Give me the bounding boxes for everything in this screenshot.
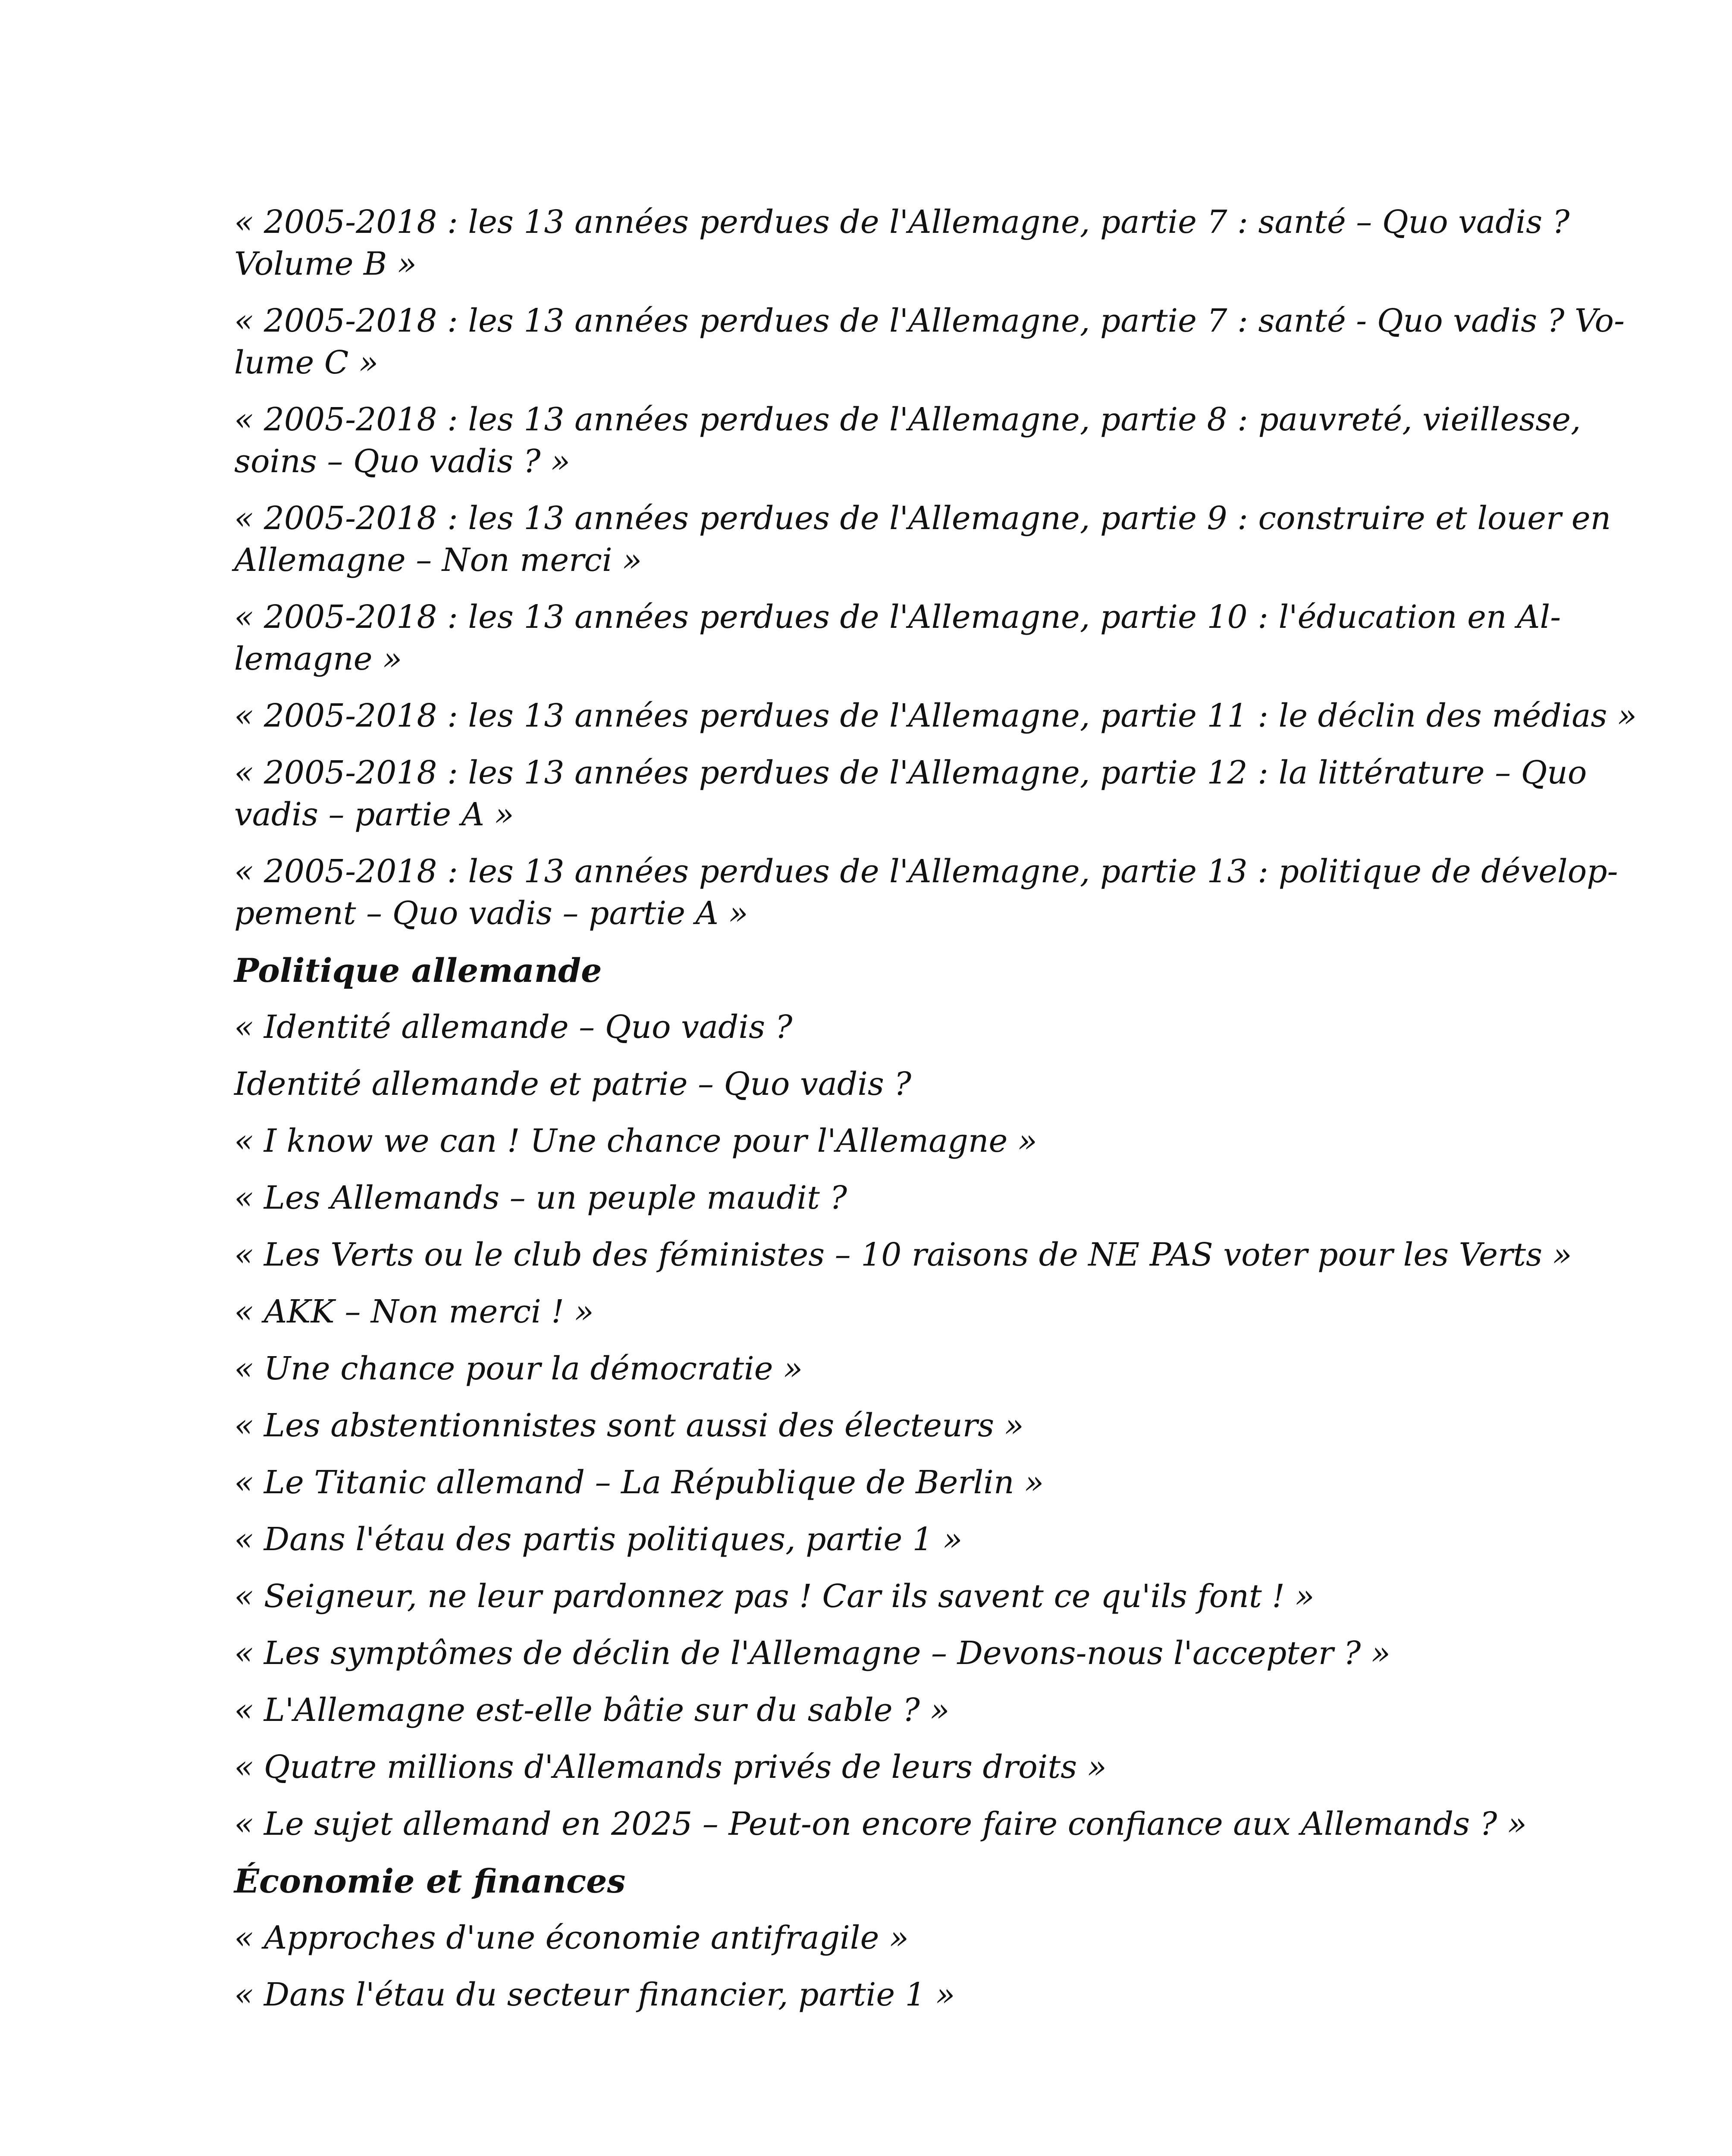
list-item: « Le Titanic allemand – La République de Berlin »	[234, 1464, 1044, 1501]
entry-line: soins – Quo vadis ? »	[234, 443, 571, 480]
section-heading-economie: Économie et finances	[234, 1862, 626, 1900]
list-item: « Quatre millions d'Allemands privés de leurs droits »	[234, 1749, 1107, 1786]
entry-line: lemagne »	[234, 640, 402, 677]
list-item: « Le sujet allemand en 2025 – Peut-on encore faire confiance aux Allemands ? »	[234, 1805, 1527, 1843]
series-entry-part7-volume-b	[234, 201, 1570, 285]
entry-line: Volume B »	[234, 245, 417, 282]
list-item: « Les abstentionnistes sont aussi des électeurs »	[234, 1407, 1024, 1444]
entry-line: lume C »	[234, 344, 379, 381]
entry-line: « 2005-2018 : les 13 années perdues de l'Allemagne, partie 10 : l'éducation en Al-	[234, 599, 1561, 636]
list-item: « L'Allemagne est-elle bâtie sur du sable ? »	[234, 1692, 950, 1729]
list-item: « Les Verts ou le club des féministes – 10 raisons de NE PAS voter pour les Verts »	[234, 1236, 1572, 1273]
list-item: « Seigneur, ne leur pardonnez pas ! Car ils savent ce qu'ils font ! »	[234, 1578, 1315, 1615]
list-item: « Approches d'une économie antifragile »	[234, 1919, 909, 1956]
list-item: « Les Allemands – un peuple maudit ?	[234, 1179, 847, 1216]
entry-line: « 2005-2018 : les 13 années perdues de l'Allemagne, partie 11 : le déclin des médias »	[234, 697, 1637, 734]
series-entry-part8	[234, 399, 1581, 483]
entry-line: « 2005-2018 : les 13 années perdues de l'Allemagne, partie 8 : pauvreté, vieillesse,	[234, 401, 1581, 438]
list-item: « Dans l'étau des partis politiques, partie 1 »	[234, 1521, 963, 1558]
series-entry-part12	[234, 752, 1587, 836]
list-item: « Identité allemande – Quo vadis ?	[234, 1009, 793, 1046]
series-entry-part10	[234, 596, 1561, 680]
list-item: « Dans l'étau du secteur financier, partie 1 »	[234, 1976, 955, 2013]
list-item: « Les symptômes de déclin de l'Allemagne – Devons-nous l'accepter ? »	[234, 1635, 1391, 1672]
entry-line: vadis – partie A »	[234, 796, 514, 833]
list-item: Identité allemande et patrie – Quo vadis ?	[234, 1065, 912, 1103]
list-item: « I know we can ! Une chance pour l'Allemagne »	[234, 1122, 1038, 1159]
page-content	[234, 201, 1637, 2031]
list-item: « Une chance pour la démocratie »	[234, 1350, 803, 1387]
series-entry-part13	[234, 851, 1618, 934]
entry-line: « 2005-2018 : les 13 années perdues de l'Allemagne, partie 7 : santé – Quo vadis ?	[234, 204, 1570, 241]
entry-line: « 2005-2018 : les 13 années perdues de l'Allemagne, partie 13 : politique de dévelop-	[234, 853, 1618, 890]
entry-line: Allemagne – Non merci »	[234, 542, 642, 579]
series-entry-part11	[234, 695, 1637, 737]
entry-line: « 2005-2018 : les 13 années perdues de l'Allemagne, partie 9 : construire et louer en	[234, 500, 1611, 537]
series-entry-part9	[234, 498, 1611, 581]
list-item: « AKK – Non merci ! »	[234, 1293, 594, 1330]
series-entry-part7-volume-c	[234, 300, 1625, 384]
section-heading-politique: Politique allemande	[234, 951, 602, 990]
entry-line: pement – Quo vadis – partie A »	[234, 895, 748, 932]
entry-line: « 2005-2018 : les 13 années perdues de l'Allemagne, partie 12 : la littérature – Quo	[234, 754, 1587, 791]
entry-line: « 2005-2018 : les 13 années perdues de l'Allemagne, partie 7 : santé - Quo vadis ? Vo-	[234, 302, 1625, 339]
